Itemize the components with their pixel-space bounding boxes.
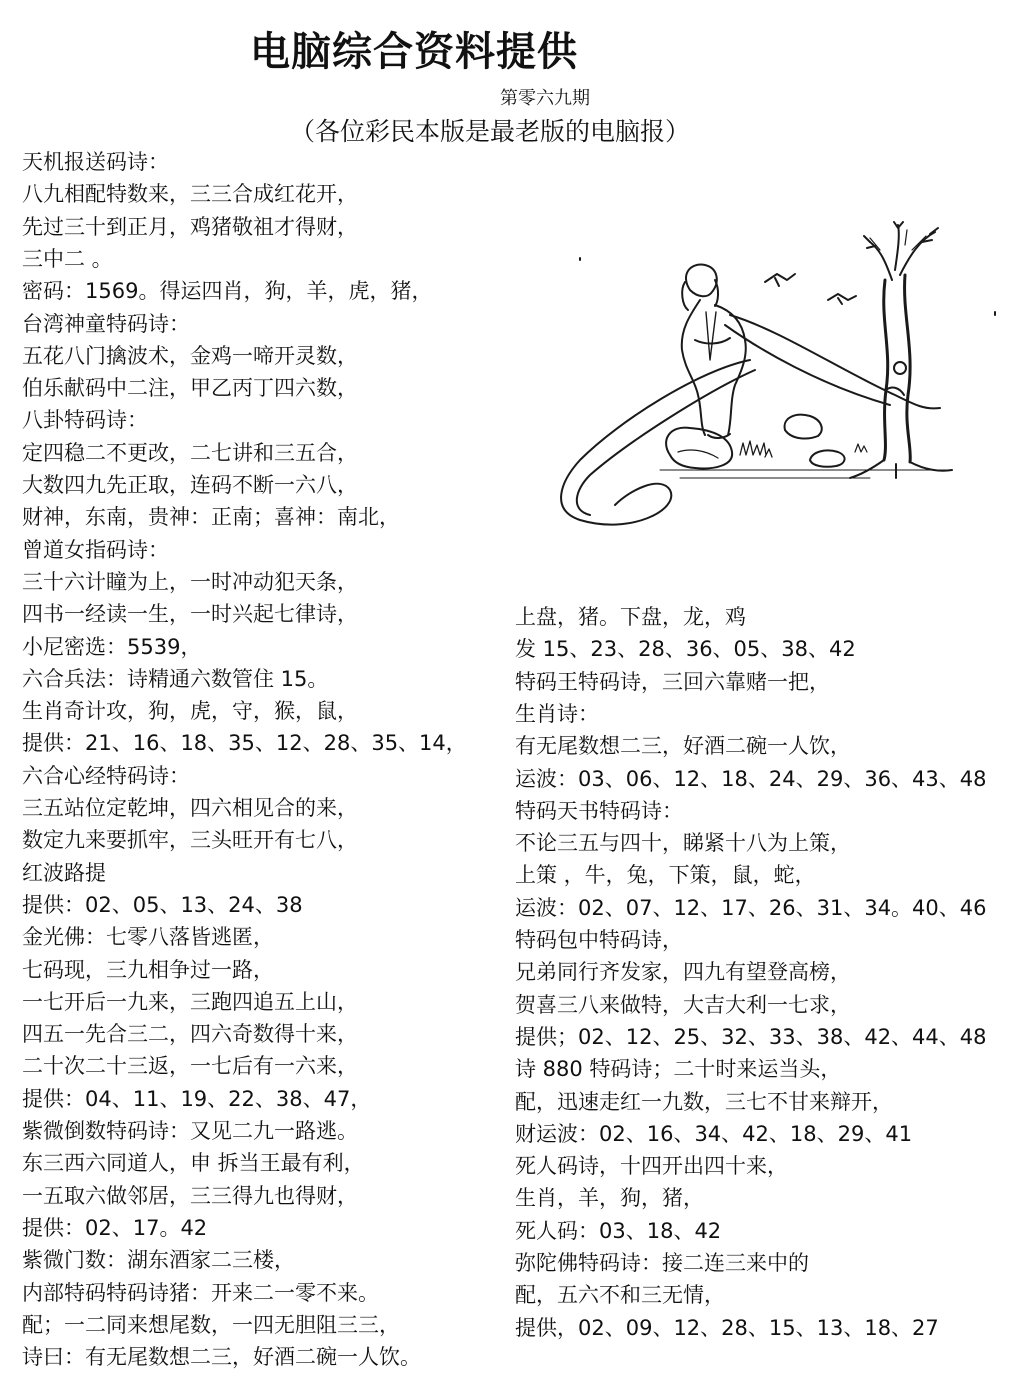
left-column-line: 台湾神童特码诗：	[22, 311, 190, 336]
right-column-line: 弥陀佛特码诗：接二连三来中的	[515, 1251, 809, 1275]
right-column-line: 发 15、23、28、36、05、38、42	[515, 637, 856, 662]
page-title: 电脑综合资料提供	[250, 29, 578, 75]
right-column-line: 特码包中特码诗，	[515, 928, 683, 952]
right-column-line: 上盘，猪。下盘，龙，鸡	[515, 605, 746, 629]
left-column-line: 提供：21、16、18、35、12、28、35、14，	[22, 731, 467, 756]
left-column-line: 六合心经特码诗：	[22, 763, 190, 788]
left-column-line: 提供：04、11、19、22、38、47，	[22, 1086, 372, 1111]
left-column-line: 八九相配特数来，三三合成红花开，	[22, 182, 358, 207]
page-subtitle: （各位彩民本版是最老版的电脑报）	[290, 117, 691, 146]
right-column-line: 特码天书特码诗：	[515, 798, 683, 823]
left-column-line: 数定九来要抓牢，三头旺开有七八，	[22, 828, 358, 853]
left-column-line: 东三西六同道人，申 拆当王最有利，	[22, 1151, 365, 1176]
right-column-line: 生肖诗：	[515, 701, 599, 726]
left-column-line: 二十次二十三返，一七后有一六来，	[22, 1054, 358, 1079]
left-column-line: 五花八门擒波术，金鸡一啼开灵数，	[22, 343, 358, 368]
left-column-line: 诗曰：有无尾数想二三，好酒二碗一人饮。	[22, 1345, 421, 1370]
left-column-line: 七码现，三九相争过一路，	[22, 957, 274, 982]
right-column-line: 诗 880 特码诗；二十时来运当头，	[515, 1057, 842, 1082]
right-column-line: 生肖，羊，狗，猪，	[515, 1186, 704, 1211]
right-column-line: 贺喜三八来做特，大吉大利一七求，	[515, 992, 851, 1017]
left-column-line: 配；一二同来想尾数，一四无胆阻三三，	[22, 1312, 400, 1337]
left-column-line: 提供：02、05、13、24、38	[22, 892, 303, 917]
right-column-line: 提供，02、09、12、28、15、13、18、27	[515, 1315, 939, 1340]
left-column-line: 生肖奇计攻，狗，虎，守，猴，鼠，	[22, 699, 358, 724]
right-column-line: 不论三五与四十，睇紧十八为上策，	[515, 831, 851, 856]
right-column-line: 死人码：03、18、42	[515, 1218, 722, 1243]
left-column-line: 紫微倒数特码诗：又见二九一路逃。	[22, 1119, 358, 1143]
left-column-line: 天机报送码诗：	[22, 150, 169, 174]
left-column-line: 密码：1569。得运四肖，狗，羊，虎，猪，	[22, 279, 433, 304]
issue-number: 第零六九期	[500, 88, 590, 109]
left-column-line: 内部特码特码诗猪：开来二一零不来。	[22, 1280, 379, 1305]
right-column-line: 配，迅速走红一九数，三七不甘来辩开，	[515, 1089, 893, 1114]
left-column-line: 六合兵法：诗精通六数管住 15。	[22, 666, 329, 691]
left-column-line: 四五一先合三二，四六奇数得十来，	[22, 1022, 358, 1047]
ink-illustration	[520, 220, 1000, 550]
left-column-line: 财神，东南，贵神：正南；喜神：南北，	[22, 505, 400, 530]
right-column-line: 兄弟同行齐发家，四九有望登高榜，	[515, 960, 851, 985]
right-column-line: 提供；02、12、25、32、33、38、42、44、48	[515, 1024, 987, 1049]
left-column-line: 三十六计瞳为上，一时冲动犯天条，	[22, 569, 358, 594]
right-column-line: 财运波：02、16、34、42、18、29、41	[515, 1121, 913, 1146]
left-column-line: 曾道女指码诗：	[22, 537, 169, 562]
left-column-line: 三五站位定乾坤，四六相见合的来，	[22, 796, 358, 820]
right-column-line: 运波：02、07、12、17、26、31、34。40、46	[515, 895, 987, 920]
left-column-line: 提供：02、17。42	[22, 1215, 208, 1240]
left-column-line: 伯乐献码中二注，甲乙丙丁四六数，	[22, 376, 358, 401]
right-column-line: 上策 ，牛，兔，下策，鼠，蛇，	[515, 863, 816, 888]
left-column-line: 大数四九先正取，连码不断一六八，	[22, 473, 358, 497]
left-column-line: 一七开后一九来，三跑四追五上山，	[22, 989, 358, 1014]
right-column-line: 有无尾数想二三，好酒二碗一人饮，	[515, 734, 851, 759]
bird-icon	[828, 294, 856, 304]
left-column-line: 定四稳二不更改，二七讲和三五合，	[22, 440, 358, 465]
left-column-line: 先过三十到正月，鸡猪敬祖才得财，	[22, 214, 358, 239]
left-column-line: 紫微门数：湖东酒家二三楼，	[22, 1248, 295, 1273]
left-column-line: 小尼密选：5539，	[22, 634, 202, 659]
right-column-line: 配，五六不和三无情，	[515, 1283, 725, 1308]
bird-icon	[765, 274, 795, 286]
right-column-line: 运波：03、06、12、18、24、29、36、43、48	[515, 766, 987, 791]
left-column-line: 八卦特码诗：	[22, 408, 148, 433]
left-column-line: 红波路提	[22, 860, 106, 885]
left-column-line: 三中二 。	[22, 246, 113, 271]
left-column-line: 一五取六做邻居，三三得九也得财，	[22, 1183, 358, 1208]
right-column-line: 特码王特码诗，三回六靠赌一把，	[515, 669, 830, 694]
left-column-line: 金光佛：七零八落皆逃匿，	[22, 925, 274, 950]
left-column-line: 四书一经读一生，一时兴起七律诗，	[22, 602, 358, 627]
right-column-line: 死人码诗，十四开出四十来，	[515, 1154, 788, 1179]
